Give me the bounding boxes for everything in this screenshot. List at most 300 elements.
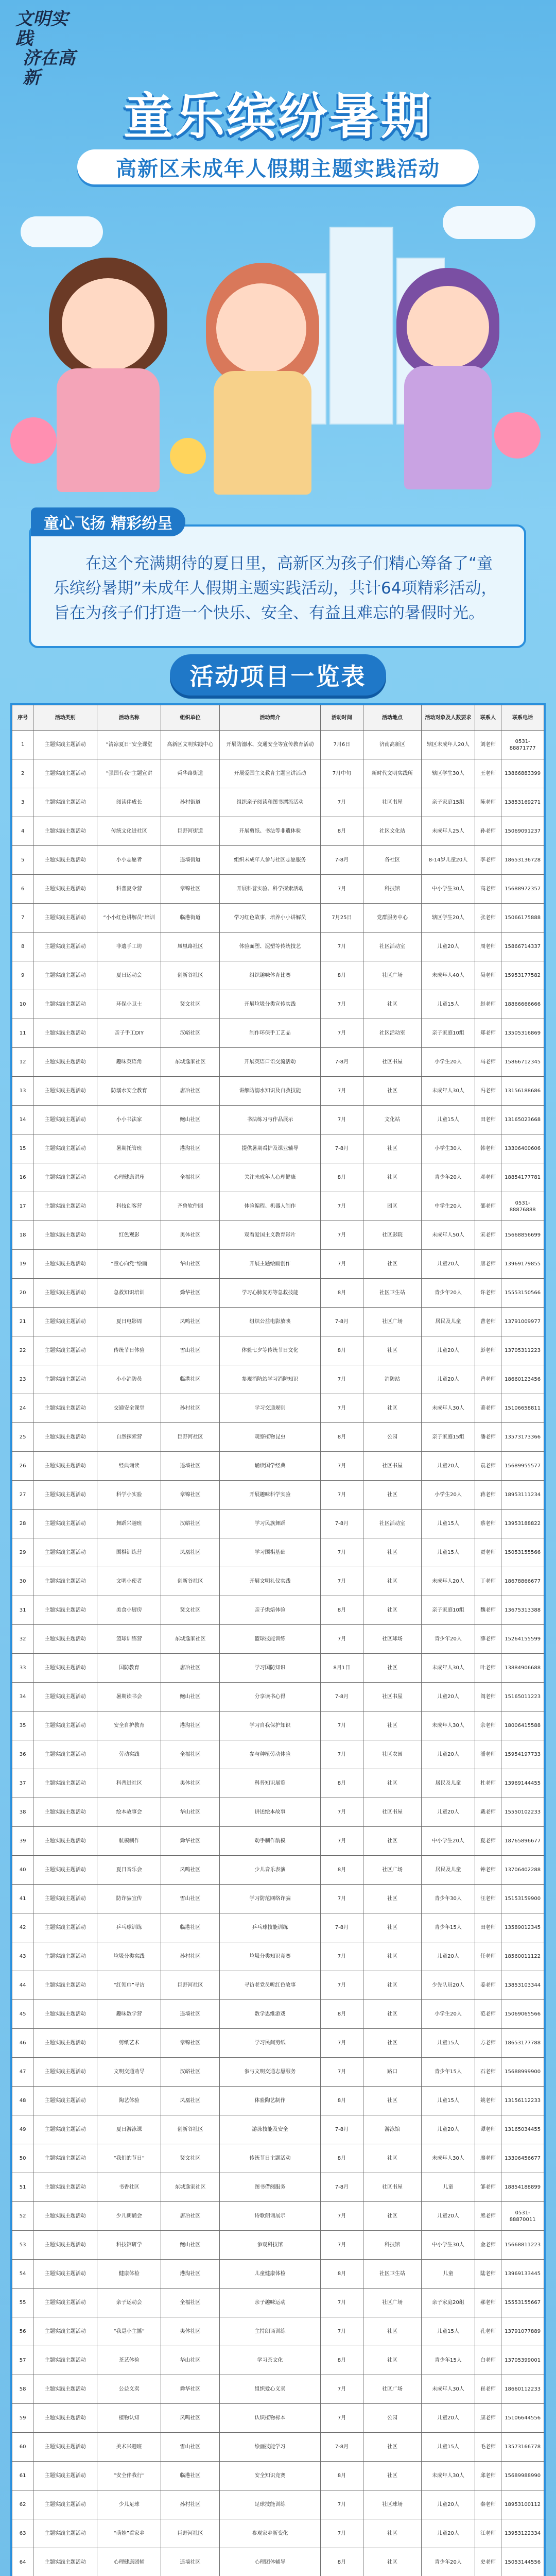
table-cell: 开展垃圾分类宣传实践 bbox=[219, 990, 320, 1019]
table-cell: 交通安全课堂 bbox=[97, 1394, 161, 1423]
table-cell: 15954197733 bbox=[501, 1740, 544, 1769]
table-cell: 社区 bbox=[363, 2029, 422, 2058]
table-cell: 赵老师 bbox=[475, 990, 501, 1019]
table-cell: 港沟社区 bbox=[161, 1134, 220, 1163]
table-cell: 党群服务中心 bbox=[363, 904, 422, 933]
table-cell: 公园 bbox=[363, 1423, 422, 1452]
table-cell: 白老师 bbox=[475, 2346, 501, 2375]
table-cell: 13 bbox=[12, 1077, 33, 1106]
table-cell: 15688972357 bbox=[501, 875, 544, 904]
table-cell: 15553150566 bbox=[501, 1279, 544, 1308]
table-header-cell: 组织单位 bbox=[161, 705, 220, 731]
table-cell: 亲子趣味运动 bbox=[219, 2289, 320, 2317]
table-cell: 秦老师 bbox=[475, 2490, 501, 2519]
table-header-cell: 联系人 bbox=[475, 705, 501, 731]
table-cell: 居民及儿童 bbox=[422, 1308, 475, 1336]
table-cell: 游泳馆 bbox=[363, 2115, 422, 2144]
table-cell: 主题实践主题活动 bbox=[33, 1683, 97, 1711]
table-cell: 安全知识竞赛 bbox=[219, 2462, 320, 2490]
table-cell: 小学生20人 bbox=[422, 1048, 475, 1077]
table-cell: 凤凰路社区 bbox=[161, 933, 220, 961]
table-cell: 主题实践主题活动 bbox=[33, 817, 97, 846]
table-cell: 儿童20人 bbox=[422, 1250, 475, 1279]
table-cell: 汪老师 bbox=[475, 1885, 501, 1913]
table-cell: 儿童15人 bbox=[422, 1510, 475, 1538]
table-cell: 潘老师 bbox=[475, 1740, 501, 1769]
table-cell: 辖区未成年人20人 bbox=[422, 731, 475, 759]
table-cell: 韩老师 bbox=[475, 1134, 501, 1163]
table-cell: 未成年人25人 bbox=[422, 817, 475, 846]
table-cell: 主题实践主题活动 bbox=[33, 2202, 97, 2231]
table-cell: 社区活动室 bbox=[363, 1019, 422, 1048]
table-cell: 田老师 bbox=[475, 1106, 501, 1134]
table-cell: 8月 bbox=[321, 1856, 363, 1885]
table-cell: 55 bbox=[12, 2289, 33, 2317]
table-cell: 夏日音乐会 bbox=[97, 1856, 161, 1885]
table-cell: 主题实践主题活动 bbox=[33, 1394, 97, 1423]
table-row bbox=[12, 1740, 544, 1769]
table-row bbox=[12, 2404, 544, 2433]
table-cell: 3 bbox=[12, 788, 33, 817]
table-cell: 孙老师 bbox=[475, 817, 501, 846]
table-cell: 青少年20人 bbox=[422, 1163, 475, 1192]
table-cell: 雪山社区 bbox=[161, 1336, 220, 1365]
table-cell: 未成年人50人 bbox=[422, 1221, 475, 1250]
table-cell: 儿童20人 bbox=[422, 2519, 475, 2548]
table-cell: 主题实践主题活动 bbox=[33, 1221, 97, 1250]
table-cell: 社区 bbox=[363, 1827, 422, 1856]
table-cell: 奥体社区 bbox=[161, 1221, 220, 1250]
table-row bbox=[12, 817, 544, 846]
table-cell: 15668811223 bbox=[501, 2231, 544, 2260]
table-cell: 开展防溺水、交通安全等宣传教育活动 bbox=[219, 731, 320, 759]
table-cell: “强国有我”主题宣讲 bbox=[97, 759, 161, 788]
table-cell: 8月 bbox=[321, 2548, 363, 2576]
table-row bbox=[12, 1163, 544, 1192]
table-cell: 巨野河街道 bbox=[161, 817, 220, 846]
table-row bbox=[12, 2433, 544, 2462]
table-cell: 儿童20人 bbox=[422, 1452, 475, 1481]
table-cell: 8月 bbox=[321, 2144, 363, 2173]
table-cell: 54 bbox=[12, 2260, 33, 2289]
table-cell: 7月 bbox=[321, 1971, 363, 2000]
table-cell: 社区 bbox=[363, 1481, 422, 1510]
table-cell: 红色观影 bbox=[97, 1221, 161, 1250]
table-header-cell: 活动对象及人数要求 bbox=[422, 705, 475, 731]
intro-tag: 童心飞扬 精彩纷呈 bbox=[31, 507, 185, 536]
table-cell: 青少年15人 bbox=[422, 2346, 475, 2375]
table-cell: 潘老师 bbox=[475, 1423, 501, 1452]
table-cell: 心理健康团辅 bbox=[97, 2548, 161, 2576]
table-cell: 7 bbox=[12, 904, 33, 933]
table-cell: 25 bbox=[12, 1423, 33, 1452]
table-cell: “我们的节日” bbox=[97, 2144, 161, 2173]
table-cell: 13969144455 bbox=[501, 1769, 544, 1798]
table-row bbox=[12, 1365, 544, 1394]
table-cell: 32 bbox=[12, 1625, 33, 1654]
table-row bbox=[12, 961, 544, 990]
table-cell: “小小红色讲解员”培训 bbox=[97, 904, 161, 933]
table-cell: 主题实践主题活动 bbox=[33, 1596, 97, 1625]
table-cell: 垃圾分类实践 bbox=[97, 1942, 161, 1971]
table-cell: 社区 bbox=[363, 2317, 422, 2346]
table-cell: 9 bbox=[12, 961, 33, 990]
table-cell: 15066175888 bbox=[501, 904, 544, 933]
table-cell: 主题实践主题活动 bbox=[33, 961, 97, 990]
table-cell: 防诈骗宣传 bbox=[97, 1885, 161, 1913]
table-cell: 主题实践主题活动 bbox=[33, 1885, 97, 1913]
table-cell: 社区 bbox=[363, 1538, 422, 1567]
table-cell: 主题实践主题活动 bbox=[33, 1163, 97, 1192]
table-cell: 13165023668 bbox=[501, 1106, 544, 1134]
table-cell: 儿童20人 bbox=[422, 933, 475, 961]
table-cell: 科普夏令营 bbox=[97, 875, 161, 904]
table-cell: 44 bbox=[12, 1971, 33, 2000]
table-cell: 社区 bbox=[363, 990, 422, 1019]
table-cell: 亲子家庭20组 bbox=[422, 2289, 475, 2317]
table-cell: 制作环保手工艺品 bbox=[219, 1019, 320, 1048]
table-cell: 心理健康讲座 bbox=[97, 1163, 161, 1192]
table-cell: 亲子家庭15组 bbox=[422, 788, 475, 817]
table-cell: 东城逸家社区 bbox=[161, 1048, 220, 1077]
table-cell: 文化站 bbox=[363, 1106, 422, 1134]
table-cell: 儿童15人 bbox=[422, 2029, 475, 2058]
table-cell: 学习茶文化 bbox=[219, 2346, 320, 2375]
table-cell: 篮球技能训练 bbox=[219, 1625, 320, 1654]
table-row bbox=[12, 1250, 544, 1279]
table-cell: 20 bbox=[12, 1279, 33, 1308]
table-cell: 传统节日体验 bbox=[97, 1336, 161, 1365]
table-cell: 15689988990 bbox=[501, 2462, 544, 2490]
table-cell: 国防教育 bbox=[97, 1654, 161, 1683]
table-cell: 参观家乡新变化 bbox=[219, 2519, 320, 2548]
table-cell: 社区广场 bbox=[363, 1308, 422, 1336]
table-cell: 曾老师 bbox=[475, 1365, 501, 1394]
table-cell: 诵读国学经典 bbox=[219, 1452, 320, 1481]
table-cell: 7月 bbox=[321, 2404, 363, 2433]
table-cell: 7月 bbox=[321, 1567, 363, 1596]
table-cell: 主题实践主题活动 bbox=[33, 1654, 97, 1683]
table-cell: 儿童15人 bbox=[422, 990, 475, 1019]
table-cell: 13156112233 bbox=[501, 2087, 544, 2115]
table-cell: 亲子家庭15组 bbox=[422, 1423, 475, 1452]
table-cell: 社区 bbox=[363, 2346, 422, 2375]
table-cell: 临港社区 bbox=[161, 1913, 220, 1942]
table-header-cell: 活动地点 bbox=[363, 705, 422, 731]
table-cell: 足球技能训练 bbox=[219, 2490, 320, 2519]
table-cell: 儿童20人 bbox=[422, 1683, 475, 1711]
table-cell: 创新谷社区 bbox=[161, 2115, 220, 2144]
table-cell: 7月 bbox=[321, 1221, 363, 1250]
table-cell: 游泳技能及安全 bbox=[219, 2115, 320, 2144]
table-cell: 主题实践主题活动 bbox=[33, 1538, 97, 1567]
table-cell: 社区书屋 bbox=[363, 1798, 422, 1827]
table-cell: 7月 bbox=[321, 1106, 363, 1134]
table-cell: 开展主题绘画创作 bbox=[219, 1250, 320, 1279]
table-cell: 7月 bbox=[321, 1192, 363, 1221]
table-cell: 未成年人30人 bbox=[422, 1077, 475, 1106]
table-cell: 华山社区 bbox=[161, 2346, 220, 2375]
table-cell: 社区卫生站 bbox=[363, 2260, 422, 2289]
table-cell: 小学生20人 bbox=[422, 1481, 475, 1510]
table-cell: 姚老师 bbox=[475, 2087, 501, 2115]
table-cell: 5 bbox=[12, 846, 33, 875]
table-cell: 贤文社区 bbox=[161, 1596, 220, 1625]
table-cell: 主题实践主题活动 bbox=[33, 1625, 97, 1654]
table-cell: 孔老师 bbox=[475, 2317, 501, 2346]
table-cell: 环保小卫士 bbox=[97, 990, 161, 1019]
logo-line1: 文明实践 bbox=[15, 9, 68, 49]
table-cell: 社区 bbox=[363, 1336, 422, 1365]
table-cell: 45 bbox=[12, 2000, 33, 2029]
table-row bbox=[12, 2260, 544, 2289]
table-header-cell: 活动名称 bbox=[97, 705, 161, 731]
table-cell: 儿童20人 bbox=[422, 1365, 475, 1394]
table-cell: 美术兴趣班 bbox=[97, 2433, 161, 2462]
table-cell: 34 bbox=[12, 1683, 33, 1711]
logo-line2: 济在高新 bbox=[23, 48, 75, 88]
table-cell: 12 bbox=[12, 1048, 33, 1077]
table-cell: 0531-88870011 bbox=[501, 2202, 544, 2231]
table-cell: 唐老师 bbox=[475, 1250, 501, 1279]
table-cell: 主题实践主题活动 bbox=[33, 1798, 97, 1827]
table-cell: 13573173366 bbox=[501, 1423, 544, 1452]
table-cell: 曹老师 bbox=[475, 1308, 501, 1336]
table-body bbox=[12, 731, 544, 2576]
table-cell: 18660123456 bbox=[501, 1365, 544, 1394]
table-header-cell: 联系电话 bbox=[501, 705, 544, 731]
table-cell: 7-8月 bbox=[321, 2173, 363, 2202]
table-cell: 7月中旬 bbox=[321, 759, 363, 788]
table-row bbox=[12, 2375, 544, 2404]
table-cell: 围棋训练营 bbox=[97, 1538, 161, 1567]
table-cell: 许老师 bbox=[475, 1279, 501, 1308]
table-cell: 齐鲁软件园 bbox=[161, 1192, 220, 1221]
table-cell: 开展剪纸、书法等非遗体验 bbox=[219, 817, 320, 846]
table-row bbox=[12, 1106, 544, 1134]
table-cell: 儿童健康体检 bbox=[219, 2260, 320, 2289]
table-cell: 31 bbox=[12, 1596, 33, 1625]
table-cell: 7月 bbox=[321, 1885, 363, 1913]
table-cell: 7月 bbox=[321, 2289, 363, 2317]
table-cell: 儿童15人 bbox=[422, 1106, 475, 1134]
table-cell: 亲子手工DIY bbox=[97, 1019, 161, 1048]
table-cell: 任老师 bbox=[475, 1942, 501, 1971]
table-header-cell: 活动类别 bbox=[33, 705, 97, 731]
table-cell: 剪纸艺术 bbox=[97, 2029, 161, 2058]
table-row bbox=[12, 1279, 544, 1308]
table-cell: 29 bbox=[12, 1538, 33, 1567]
table-cell: 主题实践主题活动 bbox=[33, 2115, 97, 2144]
table-cell: 书法练习与作品展示 bbox=[219, 1106, 320, 1134]
table-cell: 7月 bbox=[321, 1452, 363, 1481]
table-cell: 贾老师 bbox=[475, 1538, 501, 1567]
table-cell: 主题实践主题活动 bbox=[33, 2029, 97, 2058]
table-cell: 中小学生20人 bbox=[422, 1827, 475, 1856]
table-cell: 夏日游泳课 bbox=[97, 2115, 161, 2144]
table-cell: “我是小主播” bbox=[97, 2317, 161, 2346]
table-row bbox=[12, 1942, 544, 1971]
table-cell: 13866883399 bbox=[501, 759, 544, 788]
table-cell: “红领巾”寻访 bbox=[97, 1971, 161, 2000]
table-cell: 开展科普实验、科学探索活动 bbox=[219, 875, 320, 904]
table-row bbox=[12, 731, 544, 759]
table-cell: 15106644556 bbox=[501, 2404, 544, 2433]
table-cell: 7月25日 bbox=[321, 904, 363, 933]
table-cell: 体验面塑、泥塑等传统技艺 bbox=[219, 933, 320, 961]
table-cell: 主题实践主题活动 bbox=[33, 1711, 97, 1740]
table-cell: 18866666666 bbox=[501, 990, 544, 1019]
table-cell: 主题实践主题活动 bbox=[33, 1250, 97, 1279]
table-cell: 唐冶社区 bbox=[161, 1654, 220, 1683]
table-cell: 社区 bbox=[363, 1163, 422, 1192]
table-cell: 叶老师 bbox=[475, 1654, 501, 1683]
table-row bbox=[12, 2173, 544, 2202]
table-row bbox=[12, 1971, 544, 2000]
table-cell: 江老师 bbox=[475, 2519, 501, 2548]
table-cell: 62 bbox=[12, 2490, 33, 2519]
table-cell: 18953100112 bbox=[501, 2490, 544, 2519]
table-cell: 60 bbox=[12, 2433, 33, 2462]
table-cell: 主题实践主题活动 bbox=[33, 990, 97, 1019]
table-cell: 18953111234 bbox=[501, 1481, 544, 1510]
table-cell: 8月 bbox=[321, 2260, 363, 2289]
table-cell: 东城逸家社区 bbox=[161, 2173, 220, 2202]
table-cell: 7-8月 bbox=[321, 1048, 363, 1077]
table-cell: 熊老师 bbox=[475, 2202, 501, 2231]
table-cell: 参与文明交通志愿服务 bbox=[219, 2058, 320, 2087]
table-cell: 中小学生30人 bbox=[422, 2231, 475, 2260]
table-cell: 8月 bbox=[321, 1163, 363, 1192]
table-cell: 张老师 bbox=[475, 904, 501, 933]
table-cell: 陈老师 bbox=[475, 788, 501, 817]
table-cell: 主题实践主题活动 bbox=[33, 875, 97, 904]
table-cell: 余老师 bbox=[475, 1711, 501, 1740]
table-cell: 59 bbox=[12, 2404, 33, 2433]
table-cell: 63 bbox=[12, 2519, 33, 2548]
table-cell: 儿童 bbox=[422, 2260, 475, 2289]
table-cell: 青少年20人 bbox=[422, 1625, 475, 1654]
table-cell: 7月 bbox=[321, 1625, 363, 1654]
table-cell: 乒乓球训练 bbox=[97, 1913, 161, 1942]
table-cell: 社区 bbox=[363, 1885, 422, 1913]
table-cell: 公益义卖 bbox=[97, 2375, 161, 2404]
table-cell: 社区 bbox=[363, 1567, 422, 1596]
table-row bbox=[12, 904, 544, 933]
table-cell: 提供暑期看护及课业辅导 bbox=[219, 1134, 320, 1163]
table-cell: 社区 bbox=[363, 2202, 422, 2231]
table-cell: 篮球训练营 bbox=[97, 1625, 161, 1654]
table-cell: 辖区学生20人 bbox=[422, 904, 475, 933]
table-cell: 传统节日主题活动 bbox=[219, 2144, 320, 2173]
table-row bbox=[12, 1885, 544, 1913]
table-cell: 青少年15人 bbox=[422, 2058, 475, 2087]
table-cell: 48 bbox=[12, 2087, 33, 2115]
table-cell: 垃圾分类知识竞赛 bbox=[219, 1942, 320, 1971]
table-cell: 诗歌朗诵展示 bbox=[219, 2202, 320, 2231]
table-cell: 少儿朗诵会 bbox=[97, 2202, 161, 2231]
table-cell: 科技馆研学 bbox=[97, 2231, 161, 2260]
table-cell: 金老师 bbox=[475, 2231, 501, 2260]
table-cell: 康老师 bbox=[475, 2404, 501, 2433]
table-cell: 社区 bbox=[363, 2433, 422, 2462]
table-cell: 主题实践主题活动 bbox=[33, 1077, 97, 1106]
table-cell: 济南高新区 bbox=[363, 731, 422, 759]
table-cell: 主题实践主题活动 bbox=[33, 2519, 97, 2548]
table-cell: 主题实践主题活动 bbox=[33, 2260, 97, 2289]
table-cell: 开展趣味科学实验 bbox=[219, 1481, 320, 1510]
table-cell: 学习国防知识 bbox=[219, 1654, 320, 1683]
table-cell: 毛老师 bbox=[475, 2433, 501, 2462]
table-cell: 组织未成年人参与社区志愿服务 bbox=[219, 846, 320, 875]
table-cell: 儿童15人 bbox=[422, 1538, 475, 1567]
table-cell: 数学思维游戏 bbox=[219, 2000, 320, 2029]
table-row bbox=[12, 2548, 544, 2576]
table-cell: 主题实践主题活动 bbox=[33, 2144, 97, 2173]
table-row bbox=[12, 933, 544, 961]
table-cell: 夏日电影周 bbox=[97, 1308, 161, 1336]
table-cell: 社区书屋 bbox=[363, 1452, 422, 1481]
table-cell: 科普进社区 bbox=[97, 1769, 161, 1798]
table-cell: 8月 bbox=[321, 2346, 363, 2375]
table-row bbox=[12, 2462, 544, 2490]
table-cell: 18765896677 bbox=[501, 1827, 544, 1856]
table-cell: 自然探索营 bbox=[97, 1423, 161, 1452]
table-row bbox=[12, 2029, 544, 2058]
table-cell: 主题实践主题活动 bbox=[33, 1856, 97, 1885]
table-cell: 社区 bbox=[363, 2087, 422, 2115]
table-cell: 未成年人30人 bbox=[422, 2462, 475, 2490]
table-cell: 暑期读书会 bbox=[97, 1683, 161, 1711]
table-cell: 社区球场 bbox=[363, 1625, 422, 1654]
table-cell: 社区 bbox=[363, 1913, 422, 1942]
table-cell: 主题实践主题活动 bbox=[33, 731, 97, 759]
table-row bbox=[12, 1711, 544, 1740]
table-cell: 7-8月 bbox=[321, 1510, 363, 1538]
table-cell: 8月 bbox=[321, 1423, 363, 1452]
table-cell: 13953188822 bbox=[501, 1510, 544, 1538]
table-cell: 舜华路街道 bbox=[161, 759, 220, 788]
table-cell: 7月 bbox=[321, 2519, 363, 2548]
table-cell: 19 bbox=[12, 1250, 33, 1279]
table-cell: 14 bbox=[12, 1106, 33, 1134]
table-cell: 观看爱国主义教育影片 bbox=[219, 1221, 320, 1250]
table-cell: 7月 bbox=[321, 1250, 363, 1279]
table-cell: 亲子家庭10组 bbox=[422, 1596, 475, 1625]
table-row bbox=[12, 2144, 544, 2173]
table-cell: 13156188686 bbox=[501, 1077, 544, 1106]
table-cell: 社区广场 bbox=[363, 2375, 422, 2404]
table-cell: 未成年人30人 bbox=[422, 1711, 475, 1740]
table-cell: 28 bbox=[12, 1510, 33, 1538]
table-cell: 学习心肺复苏等急救技能 bbox=[219, 1279, 320, 1308]
table-cell: 居民及儿童 bbox=[422, 1856, 475, 1885]
table-cell: 主题实践主题活动 bbox=[33, 1510, 97, 1538]
table-cell: 7月 bbox=[321, 2375, 363, 2404]
table-cell: 主题实践主题活动 bbox=[33, 1423, 97, 1452]
table-cell: 萧老师 bbox=[475, 1394, 501, 1423]
table-row bbox=[12, 1625, 544, 1654]
table-cell: 参观消防站学习消防知识 bbox=[219, 1365, 320, 1394]
table-cell: 辖区学生30人 bbox=[422, 759, 475, 788]
table-cell: 夏日运动会 bbox=[97, 961, 161, 990]
table-cell: 参与种植劳动体验 bbox=[219, 1740, 320, 1769]
table-cell: 科技馆 bbox=[363, 875, 422, 904]
table-row bbox=[12, 1452, 544, 1481]
table-cell: 儿童20人 bbox=[422, 1336, 475, 1365]
table-cell: 主题实践主题活动 bbox=[33, 2058, 97, 2087]
table-cell: 华山社区 bbox=[161, 1798, 220, 1827]
